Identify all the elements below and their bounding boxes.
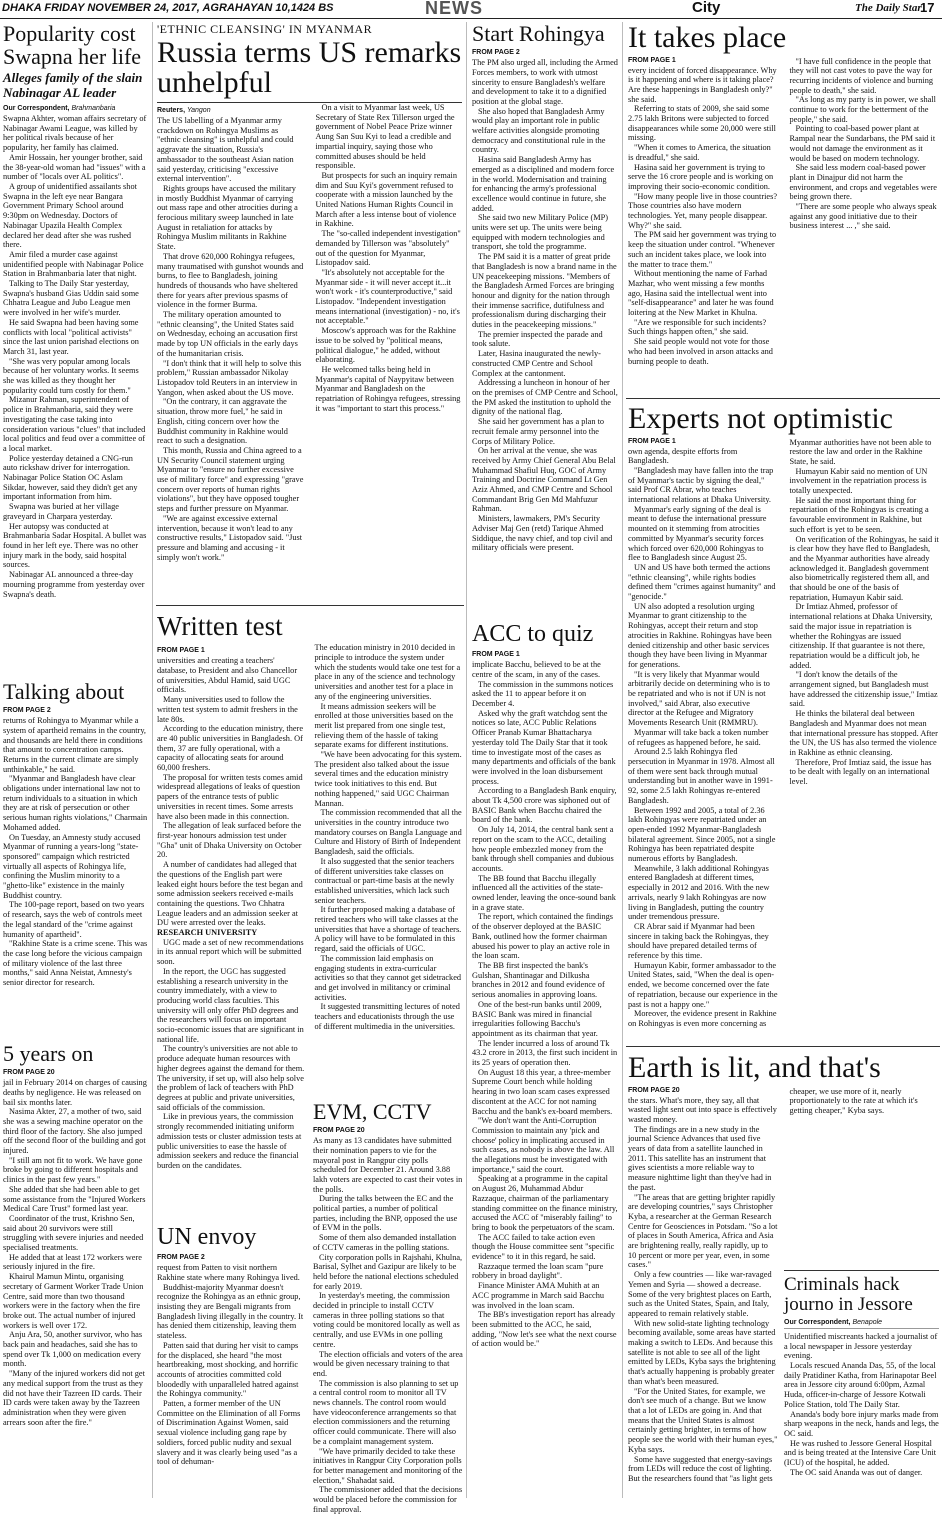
paragraph: Anju Ara, 50, another survivor, who has back pain and headaches, said she has to spend over Tk 1,000 on medication every month. (3, 1330, 143, 1369)
paragraph: The premier inspected the parade and took salute. (472, 329, 603, 349)
paragraph: He said the most important thing for repatriation of the Rohingyas is creating a favourable environment in Rakhine, but such effort is yet to be seen. (789, 495, 929, 534)
deck: Alleges family of the slain Nabinagar AL leader (3, 70, 143, 101)
article-un-envoy (157, 1225, 305, 1498)
paragraph: The allegation of leak surfaced before the first-year honours admission test under "Gha" unit of Dhaka University on October 20. (157, 821, 302, 860)
paragraph: "Myanmar and Bangladesh have clear obligations under international law not to return individuals to a situation in which they are at risk of persecution or other serious human rights violations," Charmain Mohamed added. (3, 774, 148, 832)
paragraph: She also hoped that Bangladesh Army would play an important role in public welfare activities alongside promoting democracy and constitutional rule in the country. (472, 106, 606, 155)
article-body (157, 1263, 305, 1467)
paragraph: returns of Rohingya to Myanmar while a system of apartheid remains in the country, and thousands are held there in conditions that amount to concentration camps. Returns in the current climate are simply unthinkable," he said. (3, 716, 147, 774)
article-body (3, 1078, 148, 1427)
paragraph: But prospects for such an inquiry remain dim and Suu Kyi's government refused to cooperate with a mission launched by the United Nations Human Rights Council in March after a less intense bout of violence in Rakhine. (315, 170, 457, 229)
article-popularity (3, 22, 148, 677)
paragraph: Nabinagar AL announced a three-day mourning programme from yesterday over Swapna's death. (3, 570, 145, 599)
paragraph: Ananda's body bore injury marks made from sharp weapons in the neck, hands and legs, the OC said. (784, 1409, 939, 1438)
article-start-rohingya (472, 22, 618, 617)
paragraph: Some have suggested that energy-savings from LEDs will reduce the cost of lighting. But the researchers found that "as light gets cheaper, we use more of it, nearly proportionately to the rate at which it's getting cheaper," Kyba says. (628, 1086, 918, 1483)
article-body (472, 660, 618, 1349)
paragraph: "Rakhine State is a crime scene. This was the case long before the vicious campaign of military violence of the last three months," said Anna Neistat, Amnesty's senior director for research. (3, 939, 148, 988)
paragraph: In the report, the UGC has suggested establishing a research university in the country immediately, with a view to producing world class faculties. This university will only offer PhD degrees and the researchers will focus on important socio-economic issues that are significant in national life. (157, 966, 304, 1044)
headline: Written test (157, 611, 283, 641)
jump-line: FROM PAGE 20 (313, 1127, 365, 1135)
subhead: RESEARCH UNIVERSITY (157, 928, 258, 938)
paragraph: UN and US have both termed the actions "ethnic cleansing", while rights bodies defined them "crimes against humanity" and "genocide." (628, 562, 776, 602)
paragraph: Addressing a luncheon in honour of her on the premises of CMP Centre and School, the PM asked the institution to uphold the dignity of the national flag. (472, 378, 618, 417)
column-rule (622, 22, 623, 1498)
paragraph: In yesterday's meeting, the commission decided in principle to install CCTV cameras in three polling stations so that voting could be monitored locally as well as centrally, and use EVMs in one polling centre. (313, 1291, 460, 1349)
article-evm (313, 1099, 463, 1514)
headline: It takes place (628, 21, 787, 54)
paragraph: Meanwhile, 3 lakh additional Rohingyas entered Bangladesh at different times, especially in 2012 and 2016. With the new arrivals, nearly 9 lakh Rohingyas are now living in Bangladesh, putting the country under tremendous pressure. (628, 863, 770, 922)
headline: Start Rohingya (472, 21, 605, 46)
headline: Popularity cost Swapna her life (3, 21, 142, 70)
paragraph: The OC said Ananda was out of danger. (790, 1467, 923, 1477)
masthead-brand: The Daily Star (855, 2, 922, 14)
section-rule (626, 1046, 940, 1047)
headline: UN envoy (157, 1224, 257, 1250)
paragraph: The election officials and voters of the area would be given necessary training to that end. (313, 1349, 463, 1378)
article-columns (157, 103, 462, 573)
article-body (472, 58, 618, 553)
byline: Our Correspondent, Benapole (784, 1318, 883, 1326)
paragraph: Coordinator of the trust, Krishno Sen, said about 20 survivors were still struggling with severe injuries and needed specialised treatments. (3, 1213, 144, 1253)
paragraph: Referring to stats of 2009, she said some 2.75 lakh Britons were subjected to forced disappearances while some 20,000 were still missing. (628, 104, 776, 143)
paragraph: On July 14, 2014, the central bank sent a report on the scam to the ACC, detailing how people embezzled money from the bank through shell companies and dubious accounts. (472, 825, 614, 873)
paragraph: "When it comes to America, the situation is dreadful," she said. (628, 143, 771, 162)
paragraph: Speaking at a programme in the capital on August 26, Muhammad Abdur Razzaque, chairman of the parliamentary standing committee on the finance ministry, accused the ACC of "miserably failing" to bring to book the perpetuators of the scam. (472, 1174, 618, 1232)
paragraph: "Many of the injured workers did not get any medical support from the trust as they did not have their Tazreen ID cards. Their ID cards were taken away by the Tazreen administration when they were given arrears soon after the fire." (3, 1369, 145, 1427)
paragraph: Swapna Akhter, woman affairs secretary of Nabinagar Awami League, was killed by her political rivals because of her popularity, her family has claimed. (3, 114, 147, 153)
paragraph: Pointing to coal-based power plant at Rampal near the Sundarbans, the PM said it would not damage the environment as it would be based on modern technology. (789, 124, 936, 163)
headline: 5 years on (3, 1041, 94, 1066)
paragraph: The 100-page report, based on two years of research, says the web of controls meet the legal standard of the "crime against humanity of apartheid". (3, 900, 145, 939)
paragraph: Buddhist-majority Myanmar doesn't recognize the Rohingya as an ethnic group, insisting they are Bengali migrants from Bangladesh living illegally in the country. It has denied them citizenship, leaving them stateless. (157, 1282, 304, 1341)
jump-line: FROM PAGE 2 (472, 49, 520, 57)
paragraph: The military operation amounted to "ethnic cleansing", the United States said on Wednesday, echoing an accusation first made by top UN officials in the early days of the humanitarian crisis. (157, 310, 298, 358)
paragraph: Therefore, Prof Imtiaz said, the issue has to be dealt with legally on an international level. (789, 757, 932, 787)
paragraph: "It is very likely that Myanmar would arbitrarily decide on determining who is to be repatriated and who is not if UN is not involved," said Abrar, also executive director at the Refugee and Migratory Movements Research Unit (RMMRU). (628, 669, 770, 728)
paragraph: request from Patten to visit northern Rakhine state where many Rohingya lived. (157, 1263, 300, 1282)
paragraph: He thinks the bilateral deal between Bangladesh and Myanmar does not mean that international pressure has stopped. After the UN, the US has also termed the violence in Rakhine as ethnic cleansing. (789, 709, 938, 757)
paragraph: Police yesterday detained a CNG-run auto rickshaw driver for interrogation. Nabinagar Police Station OC Aslam Sikdar, however, said they didn't get any important information from him. (3, 453, 138, 502)
article-body (315, 643, 463, 1031)
paragraph: The "so-called independent investigation" demanded by Tillerson was "absolutely" out of the question for Myanmar, Listopadov said. (315, 229, 461, 268)
jump-line: FROM PAGE 2 (157, 1254, 205, 1262)
paragraph: UN also adopted a resolution urging Myanmar to grant citizenship to the Rohingyas, accept their return and stop atrocities in Rakhine. Rohingyas have been denied citizenship and other basic services though they have been living in Myanmar for generations. (628, 601, 772, 669)
paragraph: Locals rescued Ananda Das, 55, of the local daily Pratidiner Katha, from Harinapotar Beel area in Jessore city around 6:00pm, Azmal Huda, officer-in-charge of Jessore Kotwali Police Station, told The Daily Star. (784, 1360, 937, 1409)
paragraph: "I still am not fit to work. We have gone broke by going to different hospitals and clinics in the past few years." (3, 1155, 143, 1185)
headline: Russia terms US remarks unhelpful (157, 36, 462, 99)
paragraph: The country's universities are not able to produce adequate human resources with higher degrees against the demand for them. The university, if set up, will also help solve the problem of lack of teachers with PhD degrees at public and private universities, said officials of the commission. (157, 1044, 305, 1112)
paragraph: She said less modern coal-based power plant in Dinajpur did not harm the environment, and crops and vegetables were being grown there. (789, 163, 937, 202)
paragraph: "She was very popular among locals because of her voluntary works. It seems she was killed as they thought her popularity could turn costly for them." (3, 356, 139, 395)
paragraph: Some of them also demanded installation of CCTV cameras in the polling stations. (313, 1233, 457, 1252)
page-number: 17 (920, 0, 935, 15)
paragraph: It suggested transmitting lectures of noted teachers and educationists through the use of different multimedia in the universities. (314, 1002, 460, 1031)
paragraph: On Tuesday, an Amnesty study accused Myanmar of running a years-long "state-sponsored" campaign which restricted virtually all aspects of Rohingya life, confining the Muslim minority to a "ghetto-like" existence in the mainly Buddhist country. (3, 832, 141, 900)
headline: EVM, CCTV (313, 1099, 432, 1124)
paragraph: This month, Russia and China agreed to a UN Security Council statement urging Myanmar to "ensure no further excessive use of military force" and expressing "grave concern over reports of human rights violations", but they have opposed tougher steps and further pressure on Myanmar. (157, 445, 304, 514)
paragraph: The BB found that Bacchu illegally influenced all the activities of the state-owned lender, leaving the once-sound bank in a grave state. (472, 873, 616, 912)
article-body (3, 114, 148, 599)
paragraph: Like in previous years, the commission strongly recommended initiating uniform admission tests or cluster admission tests at public universities to ease the hassle of admission seekers and reduce the financial burden on the candidates. (157, 1112, 302, 1170)
paragraph: "The areas that are getting brighter rapidly are developing countries," says Christopher Kyba, a researcher at the German Research Centre for Geosciences in Potsdam. "So a lot of places in South America, Africa and Asia are brightening really, really rapidly, up to 10 percent or more per year, even, in some cases." (628, 1192, 778, 1270)
paragraph: Unidentified miscreants hacked a journalist of a local newspaper in Jessore yesterday evening. (784, 1331, 938, 1361)
paragraph: Amir filed a murder case against unidentified people with Nabinagar Police Station in Brahmanbaria later that night. (3, 249, 144, 279)
article-body (313, 1136, 463, 1514)
paragraph: own agenda, despite efforts from Bangladesh. (628, 446, 738, 466)
paragraph: Swapna was buried at her village graveyard in Charpara yesterday. (3, 502, 119, 521)
paragraph: He was rushed to Jessore General Hospital and is being treated at the Intensive Care Unit (ICU) of the hospital, he added. (784, 1438, 937, 1468)
paragraph: "There are some people who always speak against any good initiative due to their business interest ... ," she said. (789, 202, 937, 231)
paragraph: Moreover, the evidence present in Rakhine on Rohingyas is even more concerning as Myanmar authorities have not been able to restore the law and order in the Rakhine State, he said. (628, 437, 932, 1028)
paragraph: Asked why the graft watchdog sent the notices so late, ACC Public Relations Officer Pranab Kumar Bhattacharya yesterday told The Daily Star that it took time to investigate most of the cases as many departments and officials of the bank were involved in the loan disbursement process. (472, 708, 616, 786)
paragraph: The findings are in a new study in the journal Science Advances that used five years of data from a satellite launched in 2011. This satellite has an instrument that gives scientists a more reliable way to measure nighttime light than they've had in the past. (628, 1124, 772, 1192)
paragraph: The BB's investigation report has already been submitted to the ACC, he said, adding, "Now let's see what the next course of action would be." (472, 1310, 617, 1349)
paragraph: every incident of forced disappearance. Why is it happening and where is it taking place? Are these happenings in Bangladesh only?" she said. (628, 65, 777, 104)
article-russia (157, 22, 462, 597)
article-experts (628, 403, 939, 1043)
paragraph: Hasina said Bangladesh Army has emerged as a disciplined and modern force in the world. Modernisation and training for enhancing the army's professional excellence would continue in future, she added. (472, 155, 615, 213)
paragraph: A number of candidates had alleged that the questions of the English part were leaked eight hours before the test began and some admission seekers received e-mails containing the questions. Two Chhatra League leaders and an admission seeker at DU were arrested over the leaks. (157, 860, 303, 928)
paragraph: "How many people live in those countries? Those countries also have modern technologies. Yet, many people disappear. Why?" she said. (628, 191, 778, 230)
paragraph: On verification of the Rohingyas, he said it is clear how they have fled to Bangladesh, and the Myanmar authorities have already acknowledged it. Bangladesh government also biometrically registered them all, and that should be one of the basis of repatriation, Humayun Kabir said. (789, 534, 939, 602)
paragraph: It further proposed making a database of retired teachers who will take classes at the universities that have a shortage of teachers. A policy will have to be formulated in this regard, said the officials of UGC. (314, 905, 462, 954)
article-columns (628, 438, 939, 1038)
jump-line: FROM PAGE 20 (628, 1086, 680, 1094)
masthead-news: NEWS (425, 0, 483, 18)
paragraph: He added that at least 172 workers were seriously injured in the fire. (3, 1252, 142, 1272)
paragraph: The BB first inspected the bank's Gulshan, Shantinagar and Dilkusha branches in 2012 and found evidence of serious anomalies in approving loans. (472, 960, 605, 1000)
paragraph: Later, Hasina inaugurated the newly-constructed CMP Centre and School Complex at the cantonment. (472, 349, 601, 378)
paragraph: Without mentioning the name of Farhad Mazhar, who went missing a few months ago, Hasina said the intellectual went into "self-disappearance" and later he was found loitering at the New Market in Khulna. (628, 269, 774, 318)
paragraph: Ministers, lawmakers, PM's Security Adviser Maj Gen (retd) Tarique Ahmed Siddique, the navy chief, and top civil and military officials were present. (472, 514, 613, 553)
paragraph: On her arrival at the venue, she was received by Army Chief General Abu Belal Muhammad Shafiul Huq, GOC of Army Training and Doctrine Command Lt Gen Aziz Ahmed, and CMP Centre and School Commandant Brig Gen Md Mahfuzur Rahman. (472, 446, 616, 514)
headline: Talking about (3, 679, 125, 704)
paragraph: jail in February 2014 on charges of causing deaths by negligence. He was released on bail six months later. (3, 1078, 147, 1107)
article-talking (3, 680, 148, 1038)
article-acc (472, 622, 618, 1498)
paragraph: According to the education ministry, there are 40 public universities in Bangladesh. Of them, 37 are fully operational, with a capacity of allocating seats for around 60,000 freshers. (157, 724, 304, 773)
paragraph: "I don't know the details of the arrangement signed, but Bangladesh must have addressed the citizenship issue," Imtiaz said. (789, 670, 938, 709)
paragraph: He welcomed talks being held in Myanmar's capital of Naypyitaw between Myanmar and Bangladesh on the repatriation of Rohingya refugees, stressing it was "important to start this process." (315, 364, 461, 413)
article-body (157, 656, 305, 1170)
paragraph: As many as 13 candidates have submitted their nomination papers to vie for the mayoral post in Rangpur city polls scheduled for December 21. Around 3.88 lakh voters are expected to cast their votes in the polls. (313, 1136, 463, 1194)
byline: Reuters, Yangon (157, 107, 211, 114)
headline: Criminals hack journo in Jessore (784, 1274, 913, 1315)
article-columns (628, 57, 939, 382)
paragraph: One of the best-run banks until 2009, BASIC Bank was mired in financial irregularities following Bacchu's appointment as its chairman that year. (472, 999, 602, 1038)
paragraph: Dr Imtiaz Ahmed, professor of international relations at Dhaka University, said the major issue in repatriation is whether the Rohingyas are issued citizenship. If that guarantee is not there, repatriation would be a difficult job, he added. (789, 602, 933, 670)
paragraph: The US labelling of a Myanmar army crackdown on Rohingya Muslims as "ethnic cleansing" is unhelpful and could aggravate the situation, Russia's ambassador to the southeast Asian nation said yesterday, criticising "excessive external intervention". (157, 116, 294, 184)
column-rule (152, 22, 153, 1498)
paragraph: The lender incurred a loss of around Tk 43.2 crore in 2013, the first such incident in its 25 years of operation then. (472, 1038, 618, 1068)
paragraph: the stars. What's more, they say, all that wasted light sent out into space is effectively wasted money. (628, 1095, 777, 1124)
masthead-section: City (692, 0, 721, 16)
jump-line: FROM PAGE 1 (628, 437, 676, 445)
paragraph: Finance Minister AMA Muhith at an ACC programme in March said Bacchu was involved in the loan scam. (472, 1281, 605, 1310)
paragraph: The commission is also planning to set up a central control room to monitor all TV news channels. The control room would have videoconference arrangements so that election commissioners and the returning officer could communicate. There will also be a complaint management system. (313, 1378, 459, 1446)
article-criminals (784, 1270, 939, 1499)
article-it-takes-place (628, 22, 939, 394)
paragraph: "As long as my party is in power, we shall continue to work for the betterment of the people," she said. (789, 95, 936, 124)
paragraph: Patten, a former member of the UN Committee on the Elimination of all Forms of Discrimination Against Women, said sexual violence including gang rape by soldiers, forced public nudity and sexual slavery and it was clearly being used "as a tool of dehuman- (157, 1399, 301, 1467)
paragraph: Rights groups have accused the military in mostly Buddhist Myanmar of carrying out mass rape and other atrocities during a ferocious military sweep launched in late August in retaliation for attacks by Rohingya Muslim militants in Rakhine State. (157, 183, 298, 252)
paragraph: The proposal for written tests comes amid widespread allegations of leaks of question papers of the entrance tests of public universities in recent times. Some arrests have also been made in this connection. (157, 772, 303, 821)
paragraph: It also suggested that the senior teachers of different universities take classes on contractual or part-time basis at the newly established universities, which lack such senior teachers. (314, 856, 455, 905)
jump-line: FROM PAGE 20 (3, 1069, 55, 1077)
headline: Earth is lit, and that's (628, 1051, 881, 1084)
masthead (0, 0, 942, 19)
masthead-dateline: DHAKA FRIDAY NOVEMBER 24, 2017, AGRAHAYAN 10,1424 BS (2, 2, 334, 14)
headline: Experts not optimistic (628, 402, 893, 435)
paragraph: "We don't want the Anti-Corruption Commission to maintain any 'pick and choose' policy in implicating accused in such cases, as nobody is above the law. All the allegations must be investigated with importance," said the court. (472, 1116, 615, 1174)
paragraph: Humayun Kabir said no mention of UN involvement in the repatriation process is totally unexpected. (789, 466, 928, 496)
paragraph: universities and creating a teachers' database, to President and also Chancellor of universities, Abdul Hamid, said UGC officials. (157, 656, 298, 695)
paragraph: City corporation polls in Rajshahi, Khulna, Barisal, Sylhet and Gazipur are likely to be held before the national elections scheduled for early 2019. (313, 1252, 463, 1291)
paragraph: Amir Hossain, her younger brother, said the 38-year-old woman had "issues" with a number of "locals over AL politics". (3, 152, 146, 182)
paragraph: The commission in the summons notices asked the 11 to appear before it on December 4. (472, 679, 614, 708)
byline: Our Correspondent, Brahmanbaria (3, 105, 116, 113)
jump-line: FROM PAGE 1 (157, 647, 205, 655)
paragraph: Nasima Akter, 27, a mother of two, said she was a sewing machine operator on the third floor of the factory. She also jumped off the second floor of the building and got injured. (3, 1107, 146, 1156)
paragraph: She said people would not vote for those who had been involved in arson attacks and burning people to death. (628, 337, 773, 366)
paragraph: The PM said it is a matter of great pride that Bangladesh is now a brand name in the UN peacekeeping missions. "Members of the Bangladesh Armed Forces are bringing honour and dignity for the nation through their immense sacrifice, dutifulness and professionalism during discharging their duties in the peacekeeping missions." (472, 252, 617, 330)
paragraph: Humayun Kabir, former ambassador to the United States, said, "When the deal is open-ended, we become concerned over the fate of repatriation, because our experience in the past is not a happy one." (628, 960, 778, 1009)
paragraph: Patten said that during her visit to camps for the displaced, she heard "the most heartbreaking, most shocking, and horrific accounts of atrocities committed cold bloodedly with unparalleled hatred against the Rohingya community." (157, 1340, 299, 1399)
paragraph: "Are we responsible for such incidents? Such things happen often," she said. (628, 317, 767, 337)
paragraph: Between 1992 and 2005, a total of 2.36 lakh Rohingyas were repatriated under an open-ended 1992 Myanmar-Bangladesh bilateral agreement. Since 2005, not a single Rohingya has been repatriated despite numerous efforts by Bangladesh. (628, 805, 776, 864)
paragraph: The commission recommended that all the universities in the country introduce two mandatory courses on Bangla Language and Culture and History of Birth of Independent Bangladesh, said the officials. (314, 808, 462, 857)
paragraph: She said her government has a plan to recruit female army personnel into the Corps of Military Police. (472, 417, 605, 446)
jump-line: FROM PAGE 1 (472, 651, 520, 659)
paragraph: It means admission seekers will be enrolled at those universities based on the merit list prepared from one single test, relieving them of the hassle of taking separate exams for different institutions. (314, 701, 454, 750)
paragraph: "We are against excessive external intervention, because it won't lead to any constructive results," Listopadov said. "Just pressure and blaming and accusing - it simply won't work." (157, 513, 303, 562)
paragraph: "I don't think that it will help to solve this problem," Russian ambassador Nikolay Listopadov told Reuters in an interview in Yangon, when asked about the US move. (157, 358, 302, 397)
paragraph: Moscow's approach was for the Rakhine issue to be solved by "political means, political dialogue," he added, without elaborating. (315, 326, 456, 365)
paragraph: Her autopsy was conducted at Brahmanbaria Sadar Hospital. A bullet was found in her left eye. There was no other injury mark in the body, said hospital sources. (3, 521, 147, 570)
paragraph: The ACC failed to take action even though the House committee sent "specific evidence" to it in this regard, he said. (472, 1232, 615, 1262)
paragraph: "We have primarily decided to take these initiatives in Rangpur City Corporation polls for better management and monitoring of the election," Shahadat said. (313, 1446, 463, 1485)
paragraph: She said two new Military Police (MP) units were set up. The units were being equipped with modern technologies and transport, she told the programme. (472, 213, 608, 252)
paragraph: During the talks between the EC and the political parties, a number of political parties, including the BNP, opposed the use of EVM in the polls. (313, 1194, 458, 1233)
section-rule (156, 605, 464, 606)
jump-line: FROM PAGE 2 (3, 707, 51, 715)
article-body (157, 103, 462, 573)
paragraph: The report, which contained the findings of the observer deployed at the BASIC Bank, outlined how the former chairman abused his power to play an active role in the loan scam. (472, 912, 614, 961)
paragraph: With new solid-state lighting technology becoming available, some areas have started making a switch to LEDs. And because this satellite is not able to see all of the light emitted by LEDs, Kyba says the brightening that's actually happening is probably greater than what's been measured. (628, 1318, 776, 1386)
paragraph: UGC made a set of new recommendations in its annual report which will be submitted soon. (157, 937, 304, 967)
paragraph: "It's absolutely not acceptable for the Myanmar side - it will never accept it...it won't work - it's counterproductive," said Listopadov. "Independent investigation means international (investigation) - no, it's not acceptable." (315, 267, 460, 326)
article-body (784, 1332, 939, 1478)
paragraph: "I have full confidence in the people that they will not cast votes to pave the way for recurring incidents of violence and burning people to death," she said. (789, 56, 934, 95)
paragraph: "For the United States, for example, we don't see much of a change. But we know that a lot of LEDs are going in. And that means that the United States is almost certainly getting brighter, in terms of how people see the world with their human eyes," Kyba says. (628, 1386, 778, 1454)
paragraph: implicate Bacchu, believed to be at the centre of the scam, in any of the cases. (472, 660, 601, 679)
paragraph: He said Swapna had been having some conflicts with local "political activists" since the last union parishad elections on March 31, last year. (3, 317, 139, 356)
paragraph: "On the contrary, it can aggravate the situation, throw more fuel," he said in English, citing concern over how the Buddhist community in Rakhine would react to such a designation. (157, 397, 288, 446)
paragraph: Many universities used to follow the written test system to admit freshers in the late 80s. (157, 695, 298, 724)
column-rule (466, 22, 467, 1498)
jump-line: FROM PAGE 1 (628, 56, 676, 64)
paragraph: Hasina said her government is trying to serve the 16 crore people and is working on improving their socio-economic condition. (628, 162, 774, 191)
article-5-years (3, 1042, 148, 1497)
kicker: 'ETHNIC CLEANSING' IN MYANMAR (157, 22, 373, 36)
paragraph: The PM also urged all, including the Armed Forces members, to work with utmost sincerity to ensure Bangladesh's welfare and development to take it to a dignified position at the global stage. (472, 58, 618, 106)
article-body (628, 438, 939, 1038)
paragraph: Myanmar's early signing of the deal is meant to defuse the international pressure mounted on it stemming from atrocities committed by Myanmar's security forces which forced over 620,000 Rohingyas to flee to Bangladesh since August 25. (628, 504, 767, 563)
paragraph: Myanmar will take back a token number of refugees as happened before, he said. (628, 727, 769, 747)
section-rule (626, 398, 940, 399)
headline: ACC to quiz (472, 621, 594, 647)
paragraph: The PM said her government was trying to keep the situation under control. "Whenever such an incident takes place, we look into the matter to trace them." (628, 230, 777, 269)
paragraph: Around 2.5 lakh Rohingya fled persecution in Myanmar in 1978. Almost all of them were sent back through mutual understanding but in another wave in 1991-92, some 2.5 lakh Rohingyas re-entered Bangladesh. (628, 747, 775, 805)
paragraph: She added that she had been able to get some assistance from the "Injured Workers Medical Care Trust" formed last year. (3, 1184, 146, 1214)
paragraph: That drove 620,000 Rohingya refugees, many traumatised with gunshot wounds and burns, to flee to Bangladesh, joining hundreds of thousands who have sheltered there for years after previous spasms of violence in the former Burma. (157, 251, 304, 310)
article-body (628, 57, 939, 382)
paragraph: "Bangladesh may have fallen into the trap of Myanmar's tactic by signing the deal," said Prof CR Abrar, who teaches international relations at Dhaka University. (628, 465, 774, 505)
paragraph: CR Abrar said if Myanmar had been sincere in taking back the Rohingyas, they should have prepared detailed terms of reference by this time. (628, 921, 769, 961)
paragraph: The education ministry in 2010 decided in principle to introduce the system under which the students would take one test for a place in any of the science and technology universities and another test for a place in any of the engineering universities. (314, 643, 461, 701)
paragraph: "We have been advocating for this system. The president also talked about the issue several times and the education ministry twice took initiatives to this end. But nothing happened," said UGC Chairman Mannan. (314, 750, 462, 808)
paragraph: The commissioner added that the decisions would be placed before the commission for final approval. (313, 1485, 463, 1514)
paragraph: The commission laid emphasis on engaging students in extra-curricular activities so that they cannot get sidetracked and get involved in militancy or criminal activities. (314, 953, 462, 1002)
paragraph: Mizanur Rahman, superintendent of police in Brahmanbaria, said they were investigating the case taking into consideration various "clues" that included local politics and feud over a committee of a local market. (3, 395, 146, 453)
paragraph: Khairul Mamun Mintu, organising secretary of Garment Worker Trade Union Centre, said more than two thousand workers were in the factory when the fire broke out. The actual number of injured workers is well over 172. (3, 1272, 144, 1330)
paragraph: Talking to The Daily Star yesterday, Swapna's husband Gias Uddin said some Chhatra League and Jubo League men were involved in her wife's murder. (3, 279, 139, 318)
paragraph: Only a few countries — like war-ravaged Yemen and Syria — showed a decrease. Some of the very brightest places on Earth, such as the United States, Spain, and Italy, appeared to remain relatively stable. (628, 1270, 772, 1318)
paragraph: Razzaque termed the loan scam "pure robbery in broad daylight". (472, 1261, 604, 1281)
paragraph: On August 18 this year, a three-member Supreme Court bench while holding hearing in two loan scam cases expressed discontent at the ACC for not naming Bacchu and the bank's ex-board members. (472, 1067, 613, 1116)
article-body (3, 716, 148, 988)
paragraph: According to a Bangladesh Bank enquiry, about Tk 4,500 crore was siphoned out of BASIC Bank when Bacchu chaired the board of the bank. (472, 786, 617, 825)
paragraph: A group of unidentified assailants shot Swapna in the left eye near Bangara Government Primary School around 9:30pm on Wednesday. Doctors of Nabinagar Upazila Health Complex declared her dead after she was rushed there. (3, 181, 137, 250)
paragraph: On a visit to Myanmar last week, US Secretary of State Rex Tillerson urged the government of Nobel Peace Prize winner Aung San Suu Kyi to lead a credible and impartial inquiry, saying those who committed abuses should be held responsible. (315, 103, 455, 171)
